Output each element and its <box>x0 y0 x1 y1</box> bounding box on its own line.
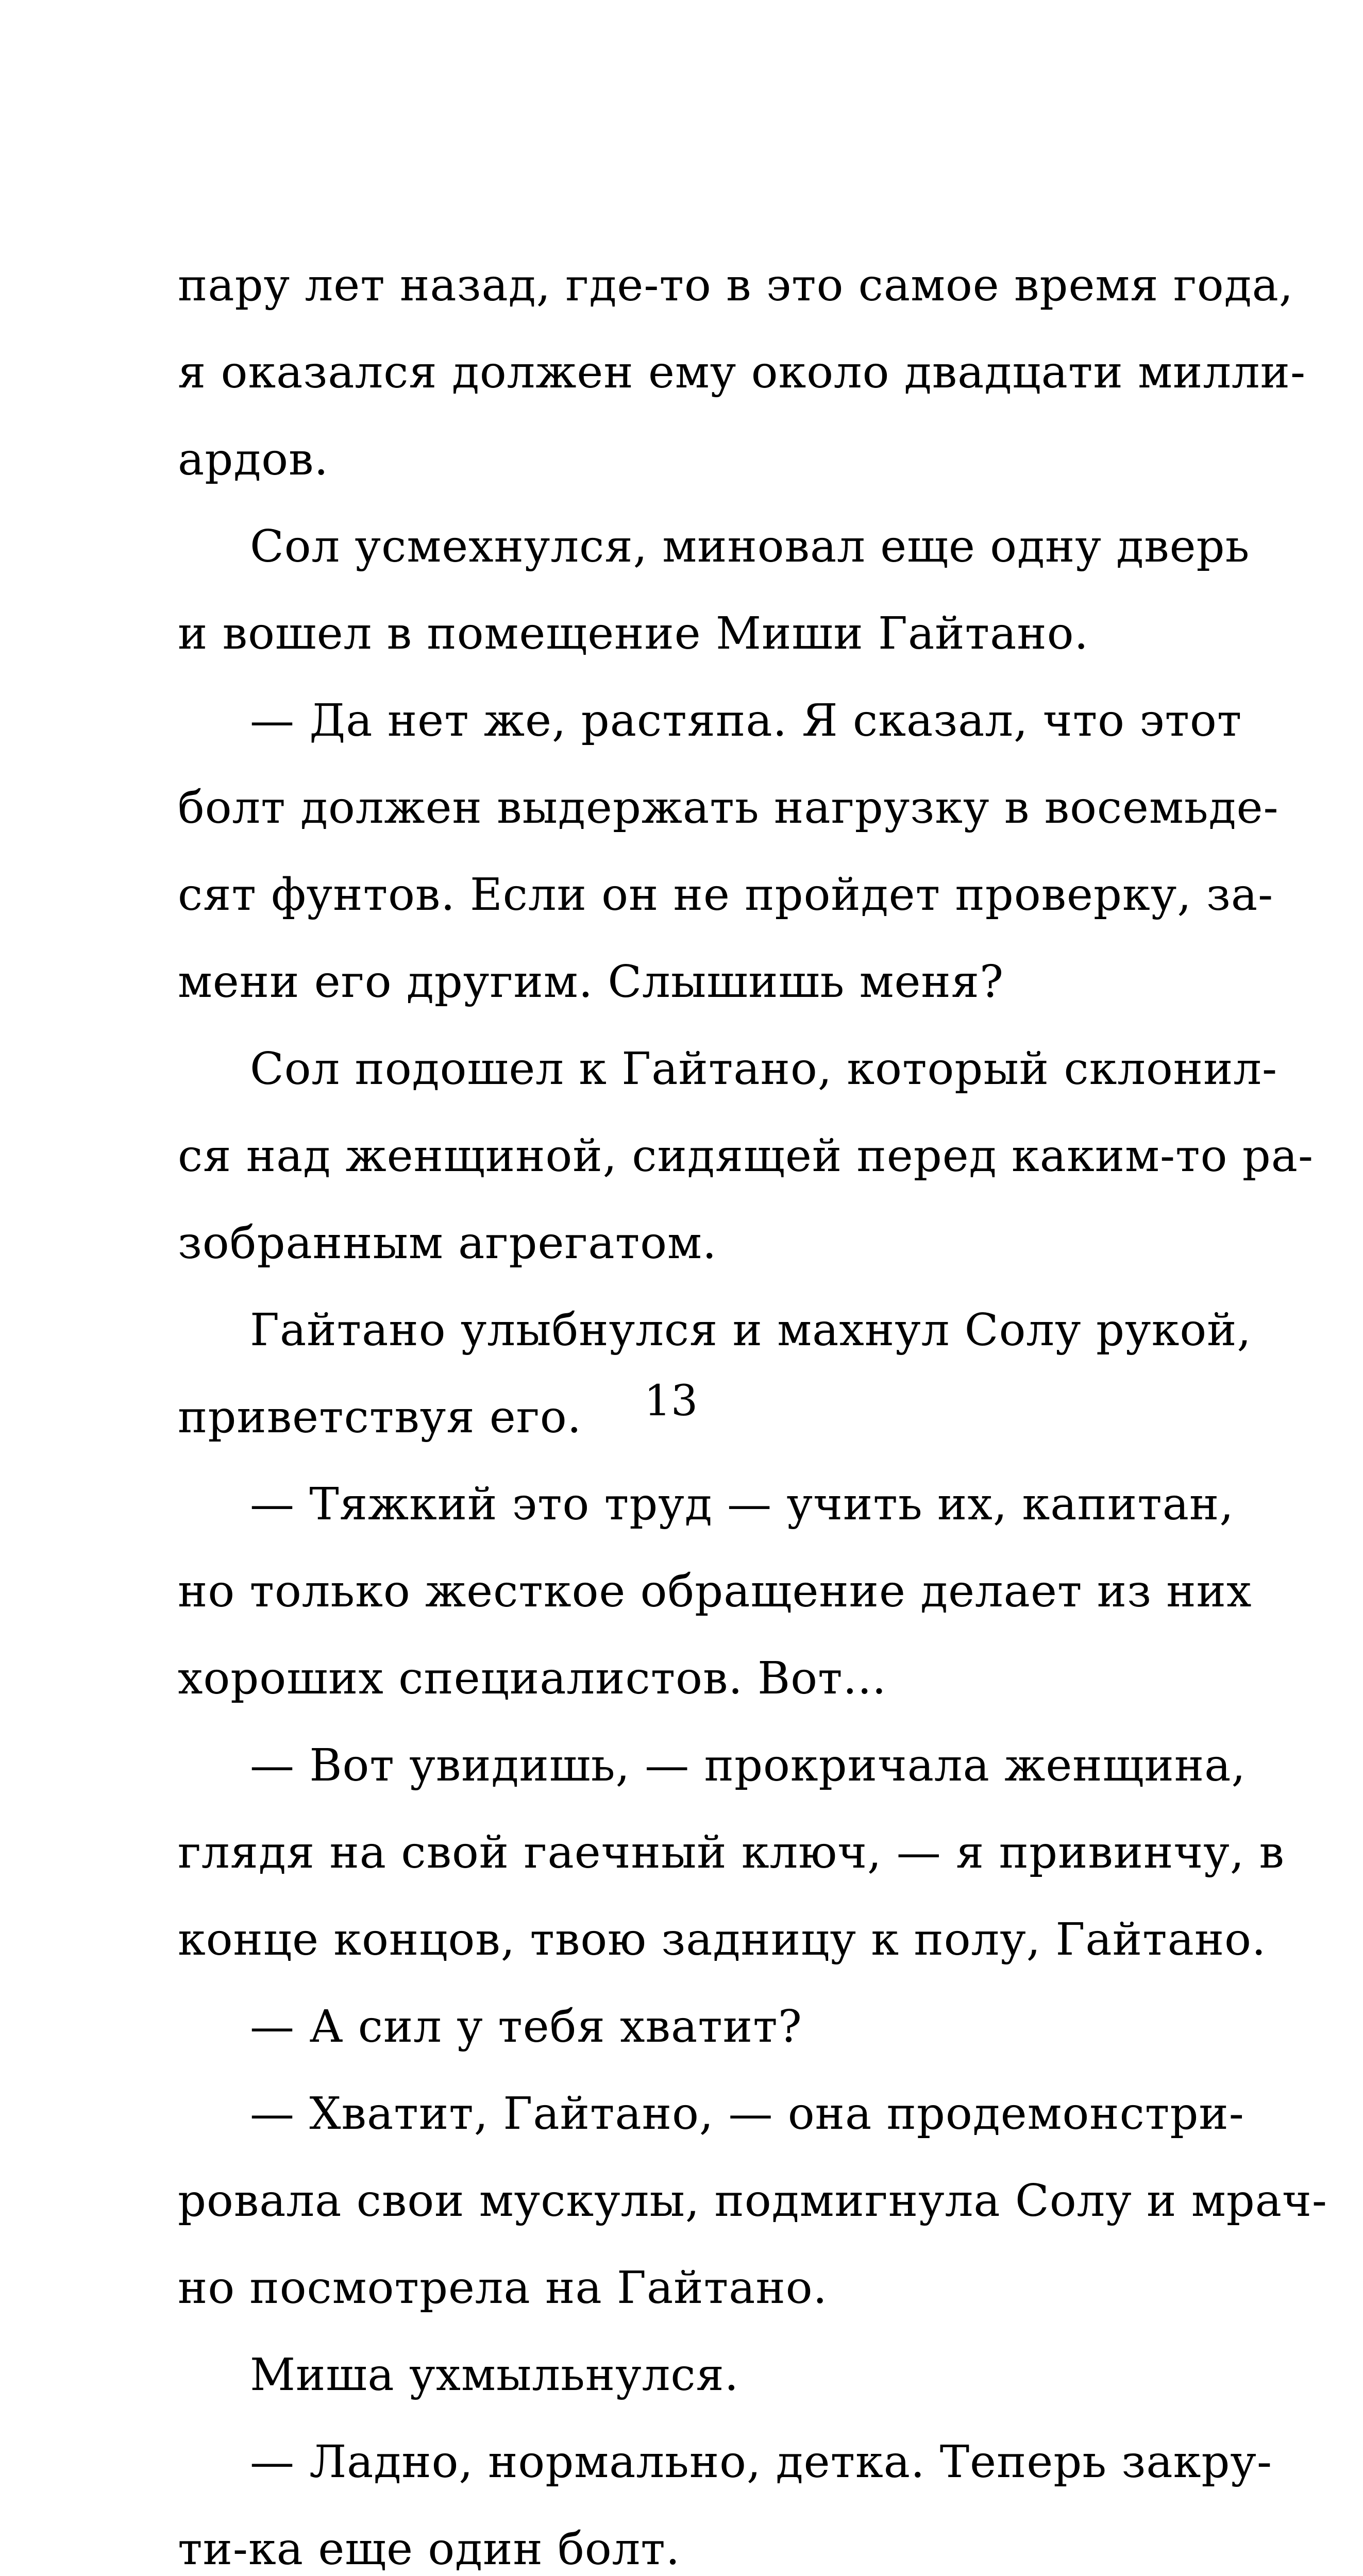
text-line: сят фунтов. Если он не пройдет проверку, за- <box>178 869 1274 921</box>
text-line: я оказался должен ему около двадцати милли- <box>178 347 1306 398</box>
page-number: 13 <box>644 1377 698 1426</box>
text-line: конце концов, твою задницу к полу, Гайтано. <box>178 1914 1267 1965</box>
text-line: приветствуя его. <box>178 1392 582 1443</box>
text-line: Сол подошел к Гайтано, который склонил- <box>250 1043 1278 1095</box>
text-line: Гайтано улыбнулся и махнул Солу рукой, <box>250 1304 1252 1356</box>
text-line: зобранным агрегатом. <box>178 1217 717 1269</box>
text-line: — Да нет же, растяпа. Я сказал, что этот <box>250 695 1242 747</box>
text-line: болт должен выдержать нагрузку в восемьде- <box>178 782 1279 834</box>
text-line: ровала свои мускулы, подмигнула Солу и мрач- <box>178 2175 1327 2227</box>
text-line: но посмотрела на Гайтано. <box>178 2262 828 2314</box>
text-line: пару лет назад, где-то в это самое время года, <box>178 260 1294 311</box>
text-line: мени его другим. Слышишь меня? <box>178 956 1004 1008</box>
text-line: но только жесткое обращение делает из них <box>178 1566 1252 1617</box>
text-line: — Ладно, нормально, детка. Теперь закру- <box>250 2436 1273 2488</box>
text-line: глядя на свой гаечный ключ, — я привинчу, в <box>178 1827 1285 1878</box>
text-line: и вошел в помещение Миши Гайтано. <box>178 608 1089 659</box>
text-line: Сол усмехнулся, миновал еще одну дверь <box>250 521 1250 572</box>
text-line: — А сил у тебя хватит? <box>250 2001 802 2053</box>
text-line: хороших специалистов. Вот... <box>178 1653 887 1704</box>
text-line: ардов. <box>178 434 329 485</box>
text-line: ти-ка еще один болт. <box>178 2523 681 2575</box>
text-line: — Вот увидишь, — прокричала женщина, <box>250 1740 1246 1791</box>
text-line: — Хватит, Гайтано, — она продемонстри- <box>250 2088 1244 2140</box>
text-line: — Тяжкий это труд — учить их, капитан, <box>250 1479 1234 1530</box>
text-line: Миша ухмыльнулся. <box>250 2349 739 2401</box>
text-line: ся над женщиной, сидящей перед каким-то ра- <box>178 1130 1314 1182</box>
